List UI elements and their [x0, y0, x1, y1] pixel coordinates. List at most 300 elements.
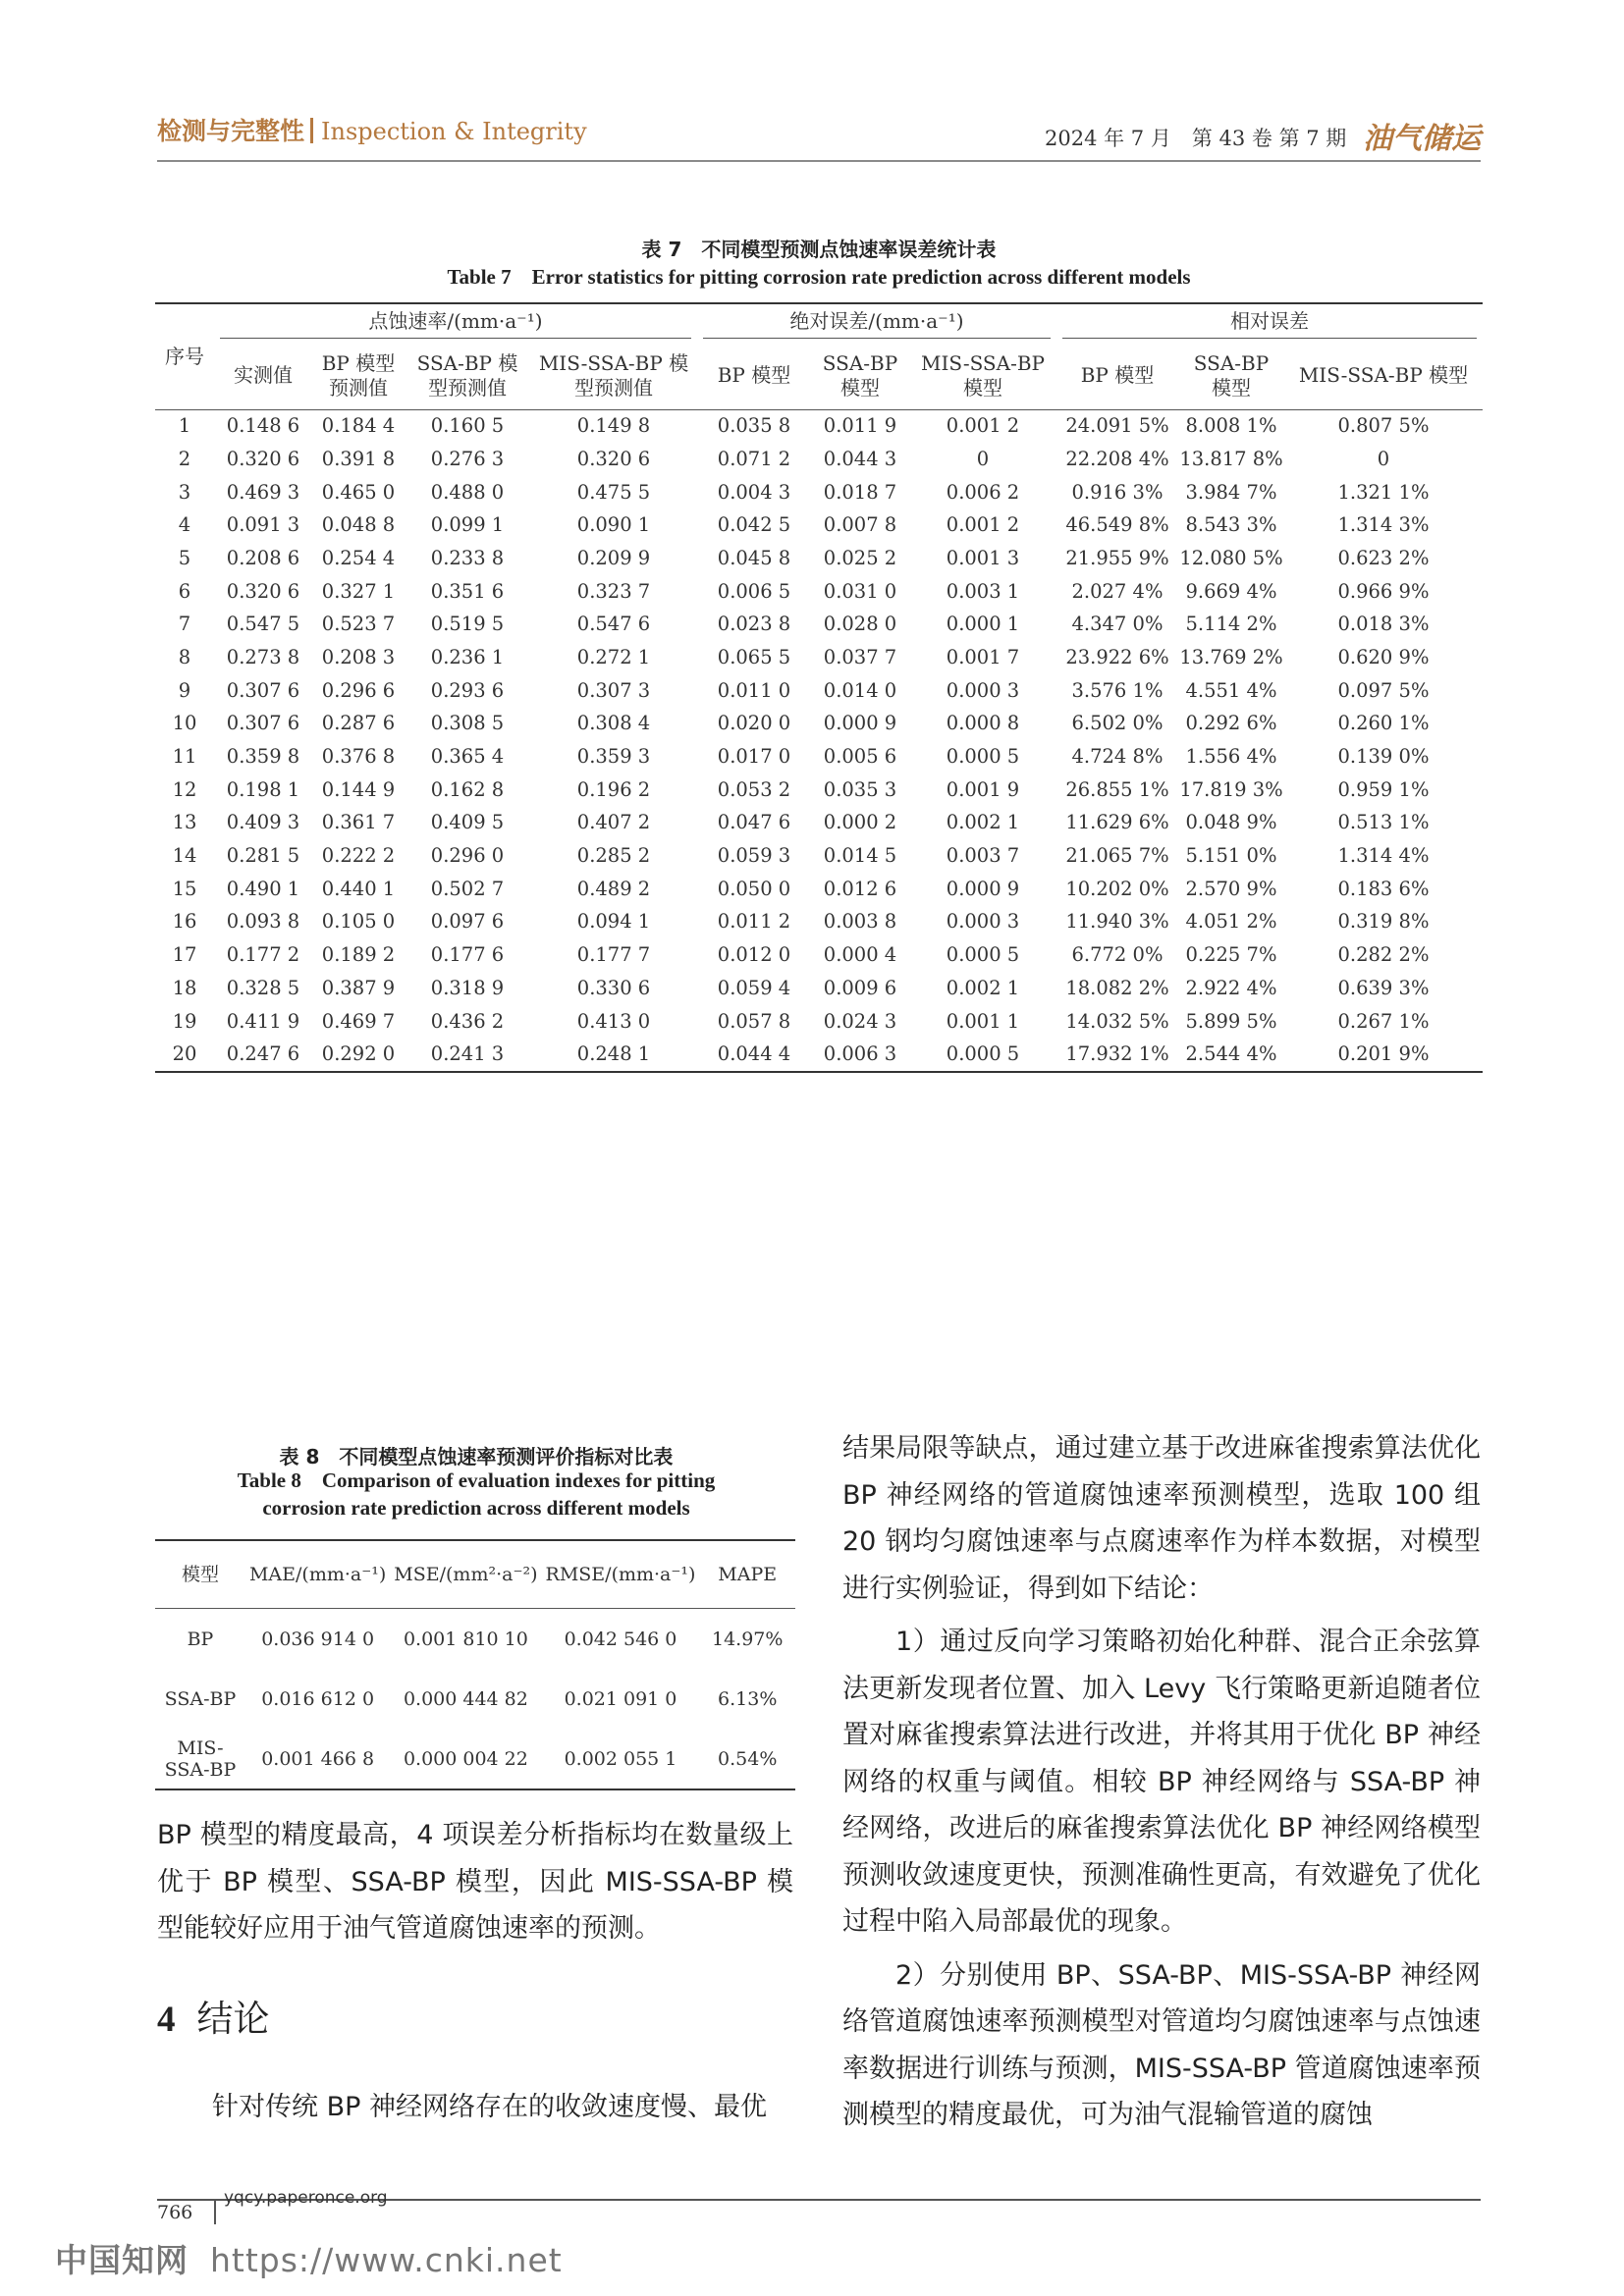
table-cell: 0.287 6	[321, 712, 396, 735]
row-number: 7	[178, 613, 191, 636]
table-cell: 0.003 7	[946, 844, 1020, 868]
running-header-section	[157, 112, 587, 147]
table-cell: 21.065 7%	[1065, 844, 1169, 868]
table-cell: 0.048 9%	[1185, 811, 1277, 834]
table-cell: 0.000 3	[946, 678, 1020, 702]
table-row	[155, 476, 1483, 509]
table8-header-cell: 模型	[155, 1540, 245, 1609]
row-number: 16	[172, 910, 197, 934]
table-cell: 0.183 6%	[1337, 877, 1430, 900]
table7	[155, 302, 1483, 1073]
table7-caption-en: Table 7 Error statistics for pitting corrosion rate prediction across different models	[447, 265, 1191, 289]
cnki-url[interactable]: https://www.cnki.net	[210, 2241, 563, 2279]
table-cell: 0.208 6	[226, 546, 300, 569]
table-cell: 0.198 1	[226, 777, 300, 801]
table-cell: 0.254 4	[321, 546, 396, 569]
table-cell: 0.050 0	[717, 877, 791, 900]
sub-header-cell: SSA-BP 模型	[811, 343, 909, 409]
table-cell: 46.549 8%	[1065, 513, 1169, 537]
table-row	[155, 906, 1483, 939]
table-cell: 0.001 466 8	[245, 1729, 390, 1789]
table-cell: 0.037 7	[823, 645, 897, 668]
table-row	[155, 409, 1483, 443]
table-cell: 0.177 6	[430, 943, 505, 967]
journal-url-link[interactable]: yqcy.paperonce.org	[224, 2188, 388, 2208]
table-cell: 4.051 2%	[1185, 910, 1277, 934]
row-number: 8	[178, 645, 191, 668]
table-cell: 0.042 5	[717, 513, 791, 537]
row-number: 5	[178, 546, 191, 569]
table-cell: 0.320 6	[226, 579, 300, 603]
table-cell: 13.769 2%	[1179, 645, 1283, 668]
table-cell: 0.001 9	[946, 777, 1020, 801]
table-cell: 0.000 9	[946, 877, 1020, 900]
table-cell: 0	[976, 447, 990, 470]
table-cell: 0.006 5	[717, 579, 791, 603]
row-number: 19	[172, 1009, 197, 1033]
table-cell: 0.000 4	[823, 943, 897, 967]
table-cell: 11.629 6%	[1065, 811, 1169, 834]
table-cell: 0.090 1	[576, 513, 651, 537]
table-cell: 3.576 1%	[1071, 678, 1164, 702]
table-cell: 0.285 2	[576, 844, 651, 868]
table-cell: 0.519 5	[430, 613, 505, 636]
table-cell: 0.323 7	[576, 579, 651, 603]
table-row	[155, 873, 1483, 906]
sub-header-cell: 实测值	[214, 343, 312, 409]
table-cell: 0.196 2	[576, 777, 651, 801]
table-cell: 21.955 9%	[1065, 546, 1169, 569]
table-cell: 0.059 4	[717, 976, 791, 999]
table-row	[155, 774, 1483, 807]
table-cell: 0.409 5	[430, 811, 505, 834]
table-cell: 0.002 1	[946, 811, 1020, 834]
table-cell: 0	[1377, 447, 1390, 470]
cnki-name: 中国知网	[55, 2241, 189, 2279]
row-number: 15	[172, 877, 197, 900]
table-cell: 18.082 2%	[1065, 976, 1169, 999]
table-cell: 0.160 5	[430, 414, 505, 438]
col-header-seq: 序号	[155, 303, 214, 409]
table-cell: 0.099 1	[430, 513, 505, 537]
table-cell: 0.059 3	[717, 844, 791, 868]
table-cell: 0.035 8	[717, 414, 791, 438]
body-paragraph-left: BP 模型的精度最高，4 项误差分析指标均在数量级上优于 BP 模型、SSA-BP 模型，因此 MIS-SSA-BP 模型能较好应用于油气管道腐蚀速率的预测。	[157, 1820, 793, 1944]
table-cell: 17.819 3%	[1179, 777, 1283, 801]
table-cell: 0.014 5	[823, 844, 897, 868]
row-number: 2	[178, 447, 191, 470]
table-cell: 0.093 8	[226, 910, 300, 934]
table-cell: 0.319 8%	[1337, 910, 1430, 934]
table-row	[155, 509, 1483, 543]
running-header-issue	[1045, 114, 1481, 157]
table8-caption-en-line1: Table 8 Comparison of evaluation indexes for pitting	[237, 1468, 716, 1492]
table-cell: 0.327 1	[321, 579, 396, 603]
table-cell: 14.97%	[711, 1628, 784, 1650]
table-cell: 0.489 2	[576, 877, 651, 900]
page-number: 766	[157, 2202, 193, 2223]
table-cell: 11.940 3%	[1065, 910, 1169, 934]
table-cell: 0.276 3	[430, 447, 505, 470]
table-cell: 0.307 3	[576, 678, 651, 702]
table-cell: 0.000 5	[909, 1039, 1056, 1073]
table-cell: 0.007 8	[823, 513, 897, 537]
table-cell: 0.359 8	[226, 745, 300, 769]
table8-body	[155, 1609, 795, 1790]
table-row	[155, 609, 1483, 642]
model-name: SSA-BP	[164, 1687, 237, 1710]
table-cell: 0.966 9%	[1337, 579, 1430, 603]
table-cell: 0.144 9	[321, 777, 396, 801]
table-cell: 26.855 1%	[1065, 777, 1169, 801]
table-cell: 23.922 6%	[1065, 645, 1169, 668]
table-cell: 0.044 4	[697, 1039, 811, 1073]
table-cell: 0.282 2%	[1337, 943, 1430, 967]
table-cell: 0.053 2	[717, 777, 791, 801]
table-cell: 0.236 1	[430, 645, 505, 668]
table-cell: 0.488 0	[430, 480, 505, 504]
table8-caption-zh: 表 8 不同模型点蚀速率预测评价指标对比表	[279, 1445, 674, 1468]
table-cell: 17.932 1%	[1056, 1039, 1178, 1073]
sub-header-cell: SSA-BP 模型预测值	[405, 343, 530, 409]
table-cell: 0.307 6	[226, 678, 300, 702]
body-paragraph-conclusion-start: 针对传统 BP 神经网络存在的收敛速度慢、最优	[212, 2092, 767, 2122]
table-cell: 0.048 8	[321, 513, 396, 537]
table-cell: 0.475 5	[576, 480, 651, 504]
table-cell: 0.413 0	[576, 1009, 651, 1033]
row-number: 9	[178, 678, 191, 702]
table-cell: 0.000 9	[823, 712, 897, 735]
table-cell: 0.012 0	[717, 943, 791, 967]
table-cell: 0.149 8	[576, 414, 651, 438]
cnki-watermark	[55, 2235, 563, 2281]
table-cell: 1.556 4%	[1185, 745, 1277, 769]
body-paragraph-right-1: 结果局限等缺点，通过建立基于改进麻雀搜索算法优化 BP 神经网络的管道腐蚀速率预测模型，选取 100 组 20 钢均匀腐蚀速率与点腐速率作为样本数据，对模型进行实例验证，得到如下结论：	[842, 1433, 1481, 1604]
body-column-right	[842, 1425, 1481, 2139]
table-cell: 1.321 1%	[1337, 480, 1430, 504]
table-cell: 0.409 3	[226, 811, 300, 834]
conclusion-item-1: 1）通过反向学习策略初始化种群、混合正余弦算法更新发现者位置、加入 Levy 飞行策略更新追随者位置对麻雀搜索算法进行改进，并将其用于优化 BP 神经网络的权重与阈值。相较 BP 神经网络与 SSA-BP 神经网络，改进后的麻雀搜索算法优化 BP 神经网络模型预测收敛速度更快，预测准确性更高，有效避免了优化过程中陷入局部最优的现象。	[842, 1627, 1481, 1937]
table-row	[155, 575, 1483, 609]
table-cell: 0.002 1	[946, 976, 1020, 999]
section-label-zh: 检测与完整性	[157, 117, 305, 145]
table-cell: 0.011 2	[717, 910, 791, 934]
table-cell: 0.036 914 0	[261, 1628, 375, 1650]
table-cell: 0.000 8	[946, 712, 1020, 735]
table-cell: 0.547 6	[576, 613, 651, 636]
table-cell: 0.012 6	[823, 877, 897, 900]
table-row	[155, 1609, 795, 1670]
table8-header-cell: MAE/(mm·a⁻¹)	[245, 1540, 390, 1609]
table-cell: 0.047 6	[717, 811, 791, 834]
model-name: BP	[187, 1628, 214, 1650]
table-cell: 0.020 0	[717, 712, 791, 735]
group-header-abs	[697, 303, 1056, 343]
table-cell: 0.177 7	[576, 943, 651, 967]
table-cell: 0.014 0	[823, 678, 897, 702]
table-cell: 0.016 612 0	[261, 1687, 375, 1710]
table-cell: 0.469 7	[321, 1009, 396, 1033]
row-number: 17	[172, 943, 197, 967]
table-cell: 0.273 8	[226, 645, 300, 668]
sub-header-cell: MIS-SSA-BP 模型	[1284, 343, 1483, 409]
header-rule	[157, 160, 1481, 162]
table-cell: 0.006 3	[811, 1039, 909, 1073]
table-cell: 0.376 8	[321, 745, 396, 769]
table-cell: 0.407 2	[576, 811, 651, 834]
table-cell: 0.028 0	[823, 613, 897, 636]
row-number: 1	[178, 414, 191, 438]
table-cell: 8.543 3%	[1185, 513, 1277, 537]
table8-header-cell: MAPE	[699, 1540, 795, 1609]
row-number: 10	[172, 712, 197, 735]
table-cell: 6.772 0%	[1071, 943, 1164, 967]
table-cell: 0.021 091 0	[564, 1687, 677, 1710]
table-cell: 0.009 6	[823, 976, 897, 999]
table-cell: 0.001 2	[946, 414, 1020, 438]
table-row	[155, 1039, 1483, 1073]
table-cell: 0.097 6	[430, 910, 505, 934]
table-cell: 0.139 0%	[1337, 745, 1430, 769]
table-cell: 0.272 1	[576, 645, 651, 668]
table-cell: 0.148 6	[226, 414, 300, 438]
table-cell: 0.042 546 0	[564, 1628, 677, 1650]
sub-header-row	[155, 343, 1483, 409]
table-cell: 0.365 4	[430, 745, 505, 769]
table-cell: 0.001 3	[946, 546, 1020, 569]
table-cell: 0.241 3	[405, 1039, 530, 1073]
table-cell: 6.13%	[718, 1687, 778, 1710]
table-cell: 0.308 5	[430, 712, 505, 735]
sub-header-cell: BP 模型	[697, 343, 811, 409]
table-cell: 0.057 8	[717, 1009, 791, 1033]
table-cell: 0.001 7	[946, 645, 1020, 668]
table-cell: 0.387 9	[321, 976, 396, 999]
section-title: 结论	[196, 1998, 270, 2040]
table-row	[155, 641, 1483, 674]
section-label-en: Inspection & Integrity	[321, 118, 587, 145]
table-row	[155, 674, 1483, 708]
table-cell: 5.114 2%	[1185, 613, 1277, 636]
row-number: 20	[155, 1039, 214, 1073]
table-cell: 0.490 1	[226, 877, 300, 900]
table-cell: 0.000 004 22	[390, 1729, 541, 1789]
table-cell: 0.011 9	[823, 414, 897, 438]
table-cell: 0.281 5	[226, 844, 300, 868]
table-row	[155, 939, 1483, 973]
table-cell: 0.440 1	[321, 877, 396, 900]
table-cell: 3.984 7%	[1185, 480, 1277, 504]
table-cell: 0.005 6	[823, 745, 897, 769]
table-cell: 0.391 8	[321, 447, 396, 470]
table7-body	[155, 409, 1483, 1072]
row-number: 13	[172, 811, 197, 834]
table-cell: 24.091 5%	[1065, 414, 1169, 438]
table-cell: 0.513 1%	[1337, 811, 1430, 834]
group-header-rate	[214, 303, 697, 343]
sub-header-cell: BP 模型预测值	[312, 343, 405, 409]
table-cell: 0.247 6	[214, 1039, 312, 1073]
table-cell: 0.071 2	[717, 447, 791, 470]
group-header-rel-label: 相对误差	[1062, 309, 1477, 339]
table-cell: 0.502 7	[430, 877, 505, 900]
table-cell: 0.359 3	[576, 745, 651, 769]
table-cell: 0.091 3	[226, 513, 300, 537]
table-cell: 0.54%	[699, 1729, 795, 1789]
table-cell: 0.351 6	[430, 579, 505, 603]
table7-caption-zh: 表 7 不同模型预测点蚀速率误差统计表	[641, 238, 997, 261]
table-row	[155, 839, 1483, 873]
table-cell: 8.008 1%	[1185, 414, 1277, 438]
table-cell: 0.025 2	[823, 546, 897, 569]
table-cell: 0.000 1	[946, 613, 1020, 636]
table-cell: 0.001 810 10	[403, 1628, 528, 1650]
table-cell: 0.004 3	[717, 480, 791, 504]
table-cell: 0.233 8	[430, 546, 505, 569]
table-row	[155, 740, 1483, 774]
table-cell: 6.502 0%	[1071, 712, 1164, 735]
table-cell: 0.248 1	[530, 1039, 697, 1073]
table-cell: 0.225 7%	[1185, 943, 1277, 967]
table-cell: 0.308 4	[576, 712, 651, 735]
journal-logo: 油气储运	[1363, 122, 1481, 156]
header-divider	[310, 118, 313, 143]
table-cell: 0.035 3	[823, 777, 897, 801]
table-cell: 2.570 9%	[1185, 877, 1277, 900]
section-number: 4	[157, 2000, 176, 2040]
table-cell: 0.209 9	[576, 546, 651, 569]
table-cell: 0.293 6	[430, 678, 505, 702]
table8-caption-en	[157, 1467, 795, 1522]
table-cell: 0.045 8	[717, 546, 791, 569]
table-cell: 0.162 8	[430, 777, 505, 801]
table-cell: 0.222 2	[321, 844, 396, 868]
table-cell: 0.201 9%	[1284, 1039, 1483, 1073]
table-cell: 0.044 3	[823, 447, 897, 470]
table-cell: 0.189 2	[321, 943, 396, 967]
row-number: 12	[172, 777, 197, 801]
row-number: 6	[178, 579, 191, 603]
table-cell: 0.292 6%	[1185, 712, 1277, 735]
table-cell: 0.094 1	[576, 910, 651, 934]
table-cell: 0.296 0	[430, 844, 505, 868]
table-cell: 0.547 5	[226, 613, 300, 636]
table-cell: 0.017 0	[717, 745, 791, 769]
table-cell: 0.003 1	[946, 579, 1020, 603]
group-header-rate-label: 点蚀速率/(mm·a⁻¹)	[220, 309, 691, 339]
section-heading	[157, 1989, 270, 2042]
table-cell: 0.267 1%	[1337, 1009, 1430, 1033]
table-row	[155, 807, 1483, 840]
table-cell: 14.032 5%	[1065, 1009, 1169, 1033]
table-cell: 1.314 3%	[1337, 513, 1430, 537]
table-cell: 0.001 1	[946, 1009, 1020, 1033]
table-row	[155, 1005, 1483, 1039]
table-cell: 0.003 8	[823, 910, 897, 934]
table-cell: 0.361 7	[321, 811, 396, 834]
table-cell: 0.002 055 1	[542, 1729, 700, 1789]
table-cell: 0.292 0	[312, 1039, 405, 1073]
table-cell: 2.922 4%	[1185, 976, 1277, 999]
sub-header-cell: BP 模型	[1056, 343, 1178, 409]
row-number: 3	[178, 480, 191, 504]
table-cell: 0.065 5	[717, 645, 791, 668]
table-cell: 0.000 5	[946, 943, 1020, 967]
table-cell: 0.018 3%	[1337, 613, 1430, 636]
table-cell: 0.330 6	[576, 976, 651, 999]
table-cell: 0.465 0	[321, 480, 396, 504]
row-number: 4	[178, 513, 191, 537]
group-header-rel	[1056, 303, 1483, 343]
table-cell: 0.011 0	[717, 678, 791, 702]
conclusion-item-2: 2）分别使用 BP、SSA-BP、MIS-SSA-BP 神经网络管道腐蚀速率预测模型对管道均匀腐蚀速率与点蚀速率数据进行训练与预测，MIS-SSA-BP 管道腐蚀速率预测模型的精度最优，可为油气混输管道的腐蚀	[842, 1959, 1481, 2130]
table-cell: 0.105 0	[321, 910, 396, 934]
table-row	[155, 972, 1483, 1005]
table-cell: 0.000 2	[823, 811, 897, 834]
table-cell: 0.320 6	[226, 447, 300, 470]
table-cell: 0.097 5%	[1337, 678, 1430, 702]
table-cell: 0.320 6	[576, 447, 651, 470]
row-number: 14	[172, 844, 197, 868]
table-cell: 0.024 3	[823, 1009, 897, 1033]
table-cell: 0.959 1%	[1337, 777, 1430, 801]
table-cell: 0.436 2	[430, 1009, 505, 1033]
table-cell: 10.202 0%	[1065, 877, 1169, 900]
group-header-abs-label: 绝对误差/(mm·a⁻¹)	[703, 309, 1051, 339]
table-cell: 5.899 5%	[1185, 1009, 1277, 1033]
table-cell: 0.620 9%	[1337, 645, 1430, 668]
footer-divider	[214, 2199, 216, 2224]
table-cell: 0.807 5%	[1337, 414, 1430, 438]
table-cell: 0.296 6	[321, 678, 396, 702]
table-row	[155, 1669, 795, 1729]
sub-header-cell: MIS-SSA-BP 模型	[909, 343, 1056, 409]
table-cell: 0.523 7	[321, 613, 396, 636]
table-row	[155, 1729, 795, 1789]
row-number: 18	[172, 976, 197, 999]
table-cell: 0.307 6	[226, 712, 300, 735]
table8-header-cell: RMSE/(mm·a⁻¹)	[542, 1540, 700, 1609]
table8-header-row	[155, 1540, 795, 1609]
table-cell: 4.724 8%	[1071, 745, 1164, 769]
model-name: MIS-SSA-BP	[155, 1729, 245, 1789]
table-cell: 0.411 9	[226, 1009, 300, 1033]
table-cell: 0.000 3	[946, 910, 1020, 934]
table-row	[155, 542, 1483, 575]
table-cell: 0.023 8	[717, 613, 791, 636]
table-cell: 0.018 7	[823, 480, 897, 504]
table-cell: 9.669 4%	[1185, 579, 1277, 603]
table-cell: 0.318 9	[430, 976, 505, 999]
table-cell: 0.260 1%	[1337, 712, 1430, 735]
table-cell: 0.623 2%	[1337, 546, 1430, 569]
table-cell: 0.469 3	[226, 480, 300, 504]
table-cell: 12.080 5%	[1179, 546, 1283, 569]
sub-header-cell: MIS-SSA-BP 模型预测值	[530, 343, 697, 409]
table-cell: 0.208 3	[321, 645, 396, 668]
table-cell: 13.817 8%	[1179, 447, 1283, 470]
table-cell: 0.184 4	[321, 414, 396, 438]
table-cell: 0.006 2	[946, 480, 1020, 504]
table-cell: 0.328 5	[226, 976, 300, 999]
issue-info: 2024 年 7 月 第 43 卷 第 7 期	[1045, 127, 1347, 150]
table8-header-cell: MSE/(mm²·a⁻²)	[390, 1540, 541, 1609]
table-row	[155, 708, 1483, 741]
table8	[155, 1539, 795, 1790]
table-row	[155, 443, 1483, 476]
table-cell: 1.314 4%	[1337, 844, 1430, 868]
table-cell: 0.031 0	[823, 579, 897, 603]
